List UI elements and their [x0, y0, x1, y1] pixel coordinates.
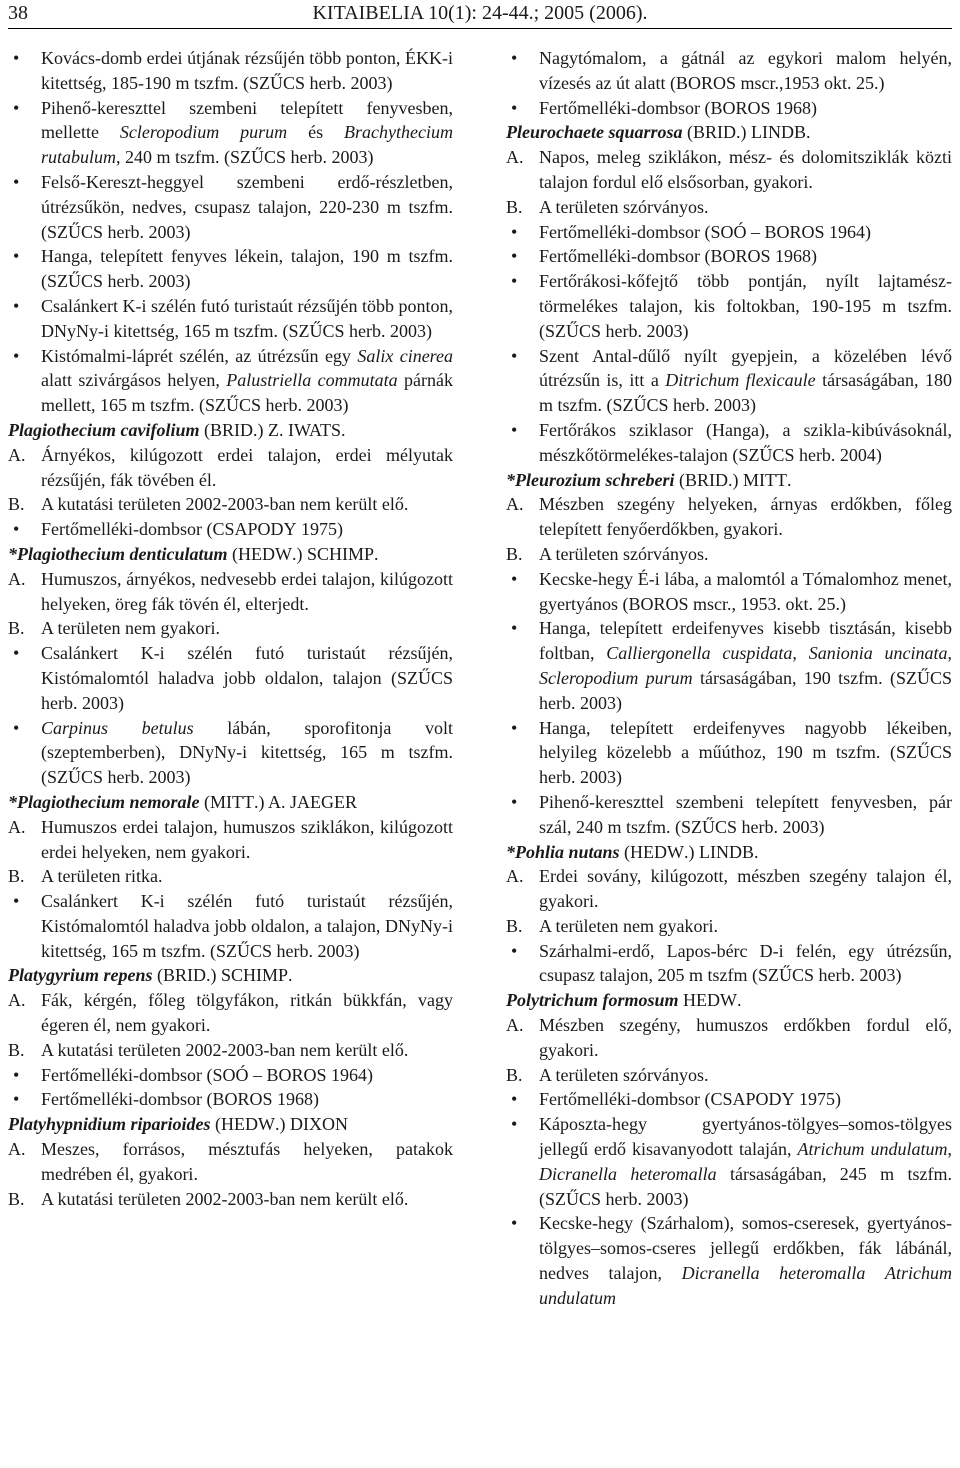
locality-bullet: • Nagytómalom, a gátnál az egykori malom helyén, vízesés az út alatt (BOROS mscr.,1953 okt. 25.) — [506, 46, 952, 96]
distribution-note: B. A kutatási területen 2002-2003-ban nem került elő. — [8, 1188, 409, 1209]
locality-bullet: • Hanga, telepített erdeifenyves nagyobb lékeiben, helyileg közelebb a műúthoz, 190 m tszfm. (SZŰCS herb. 2003) — [506, 716, 952, 790]
species-heading: Polytrichum formosum HEDW. — [506, 990, 742, 1011]
species-heading: Pleurochaete squarrosa (BRID.) LINDB. — [506, 122, 811, 143]
habitat-note: A. Erdei sovány, kilúgozott, mészben szegény talajon él, gyakori. — [506, 866, 952, 912]
species-heading: Plagiothecium cavifolium (BRID.) Z. IWATS. — [8, 419, 346, 440]
distribution-note: B. A kutatási területen 2002-2003-ban nem került elő. — [8, 494, 409, 515]
species-heading: *Pleurozium schreberi (BRID.) MITT. — [506, 469, 792, 490]
locality-bullet: • Fertőmelléki-dombsor (BOROS 1968) — [506, 244, 952, 269]
species-heading: *Plagiothecium nemorale (MITT.) A. JAEGER — [8, 791, 357, 812]
locality-bullet: • Fertőmelléki-dombsor (CSAPODY 1975) — [8, 517, 453, 542]
locality-bullet: • Fertőmelléki-dombsor (BOROS 1968) — [506, 96, 952, 121]
distribution-note: B. A területen szórványos. — [506, 543, 709, 564]
locality-bullet: • Hanga, telepített fenyves lékein, talajon, 190 m tszfm. (SZŰCS herb. 2003) — [8, 244, 453, 294]
species-heading: Platygyrium repens (BRID.) SCHIMP. — [8, 965, 293, 986]
locality-bullet: • Pihenő-kereszttel szembeni telepített fenyvesben, mellette Scleropodium purum és Brachythecium rutabulum, 240 m tszfm. (SZŰCS herb. 2003) — [8, 96, 453, 170]
locality-bullet: • Csalánkert K-i szélén futó turistaút rézsűjén, Kistómalomtól haladva jobb oldalon, talajon (SZŰCS herb. 2003) — [8, 641, 453, 715]
species-heading: Platyhypnidium riparioides (HEDW.) DIXON — [8, 1114, 349, 1135]
habitat-note: A. Árnyékos, kilúgozott erdei talajon, erdei mélyutak rézsűjén, fák tövében él. — [8, 444, 453, 490]
habitat-note: A. Napos, meleg sziklákon, mész- és dolomitsziklák közti talajon fordul elő elsősorban, gyakori. — [506, 147, 952, 192]
habitat-note: A. Fák, kérgén, főleg tölgyfákon, ritkán bükkfán, vagy égeren él, nem gyakori. — [8, 990, 453, 1036]
locality-bullet: • Fertőmelléki-dombsor (SOÓ – BOROS 1964) — [8, 1063, 453, 1088]
habitat-note: A. Humuszos erdei talajon, humuszos sziklákon, kilúgozott erdei helyeken, nem gyakori. — [8, 816, 453, 862]
locality-bullet: • Kecske-hegy (Szárhalom), somos-cseresek, gyertyános-tölgyes–somos-cseres jellegű erdőkben, fák lábánál, nedves talajon, Dicranella heteromalla Atrichum undulatum — [506, 1211, 952, 1310]
distribution-note: B. A területen ritka. — [8, 866, 163, 887]
locality-bullet: • Fertőmelléki-dombsor (SOÓ – BOROS 1964) — [506, 220, 952, 245]
distribution-note: B. A területen szórványos. — [506, 196, 709, 217]
habitat-note: A. Mészben szegény, humuszos erdőkben fordul elő, gyakori. — [506, 1015, 952, 1060]
habitat-note: A. Humuszos, árnyékos, nedvesebb erdei talajon, kilúgozott helyeken, öreg fák tövén él, elterjedt. — [8, 568, 453, 614]
locality-bullet: • Fertőmelléki-dombsor (CSAPODY 1975) — [506, 1087, 952, 1112]
locality-bullet: • Csalánkert K-i szélén futó turistaút rézsűjén, Kistómalomtól haladva jobb oldalon, a talajon, DNyNy-i kitettség, 165 m tszfm. (SZŰCS herb. 2003) — [8, 889, 453, 963]
locality-bullet: • Fertőrákos sziklasor (Hanga), a szikla-kibúvásoknál, mészkőtörmelékes-talajon (SZŰCS herb. 2004) — [506, 418, 952, 468]
right-column — [506, 46, 952, 1311]
page-header — [8, 0, 952, 28]
habitat-note: A. Mészben szegény helyeken, árnyas erdőkben, főleg telepített fenyőerdőkben, gyakori. — [506, 494, 952, 540]
habitat-note: A. Meszes, forrásos, mésztufás helyeken, patakok medrében él, gyakori. — [8, 1139, 453, 1184]
locality-bullet: • Carpinus betulus lábán, sporofitonja volt (szeptemberben), DNyNy-i kitettség, 165 m tszfm. (SZŰCS herb. 2003) — [8, 716, 453, 790]
locality-bullet: • Kistómalmi-láprét szélén, az útrézsűn egy Salix cinerea alatt szivárgásos helyen, Palustriella commutata párnák mellett, 165 m tszfm. (SZŰCS herb. 2003) — [8, 344, 453, 418]
distribution-note: B. A területen nem gyakori. — [8, 618, 220, 639]
distribution-note: B. A kutatási területen 2002-2003-ban nem került elő. — [8, 1039, 409, 1060]
locality-bullet: • Káposzta-hegy gyertyános-tölgyes–somos-tölgyes jellegű erdő kisavanyodott talaján, Atrichum undulatum, Dicranella heteromalla társaságában, 245 m tszfm. (SZŰCS herb. 2003) — [506, 1112, 952, 1211]
distribution-note: B. A területen szórványos. — [506, 1064, 709, 1085]
page-number: 38 — [8, 2, 28, 24]
distribution-note: B. A területen nem gyakori. — [506, 915, 718, 936]
locality-bullet: • Fertőmelléki-dombsor (BOROS 1968) — [8, 1087, 453, 1112]
journal-reference: KITAIBELIA 10(1): 24-44.; 2005 (2006). — [312, 2, 648, 24]
locality-bullet: • Szent Antal-dűlő nyílt gyepjein, a közelében lévő útrézsűn is, itt a Ditrichum flexicaule társaságában, 180 m tszfm. (SZŰCS herb. 2003) — [506, 344, 952, 418]
locality-bullet: • Hanga, telepített erdeifenyves kisebb tisztásán, kisebb foltban, Calliergonella cuspidata, Sanionia uncinata, Scleropodium purum társaságában, 190 tszfm. (SZŰCS herb. 2003) — [506, 616, 952, 715]
species-heading: *Pohlia nutans (HEDW.) LINDB. — [506, 841, 759, 862]
locality-bullet: • Szárhalmi-erdő, Lapos-bérc D-i felén, egy útrézsűn, csupasz talajon, 205 m tszfm (SZŰCS herb. 2003) — [506, 939, 952, 989]
locality-bullet: • Pihenő-kereszttel szembeni telepített fenyvesben, pár szál, 240 m tszfm. (SZŰCS herb. 2003) — [506, 790, 952, 840]
locality-bullet: • Fertőrákosi-kőfejtő több pontján, nyílt lajtamész-törmelékes talajon, kis foltokban, 190-195 m tszfm. (SZŰCS herb. 2003) — [506, 269, 952, 343]
species-heading: *Plagiothecium denticulatum (HEDW.) SCHIMP. — [8, 543, 379, 564]
locality-bullet: • Felső-Kereszt-heggyel szembeni erdő-részletben, útrézsűkön, nedves, csupasz talajon, 220-230 m tszfm. (SZŰCS herb. 2003) — [8, 170, 453, 244]
locality-bullet: • Kecske-hegy É-i lába, a malomtól a Tómalomhoz menet, gyertyános (BOROS mscr., 1953. okt. 25.) — [506, 567, 952, 617]
left-column — [8, 46, 453, 1211]
locality-bullet: • Csalánkert K-i szélén futó turistaút rézsűjén több ponton, DNyNy-i kitettség, 165 m tszfm. (SZŰCS herb. 2003) — [8, 294, 453, 344]
locality-bullet: • Kovács-domb erdei útjának rézsűjén több ponton, ÉKK-i kitettség, 185-190 m tszfm. (SZŰCS herb. 2003) — [8, 46, 453, 96]
header-rule — [8, 28, 952, 29]
